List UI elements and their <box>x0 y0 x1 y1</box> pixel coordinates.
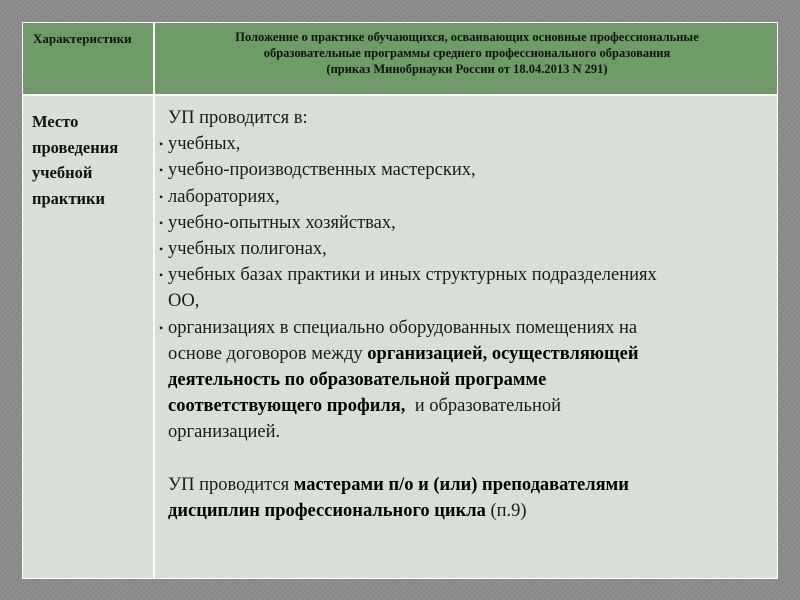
bullet-icon: • <box>159 137 164 152</box>
header-line: (приказ Минобрнауки России от 18.04.2013 N 291) <box>326 62 608 76</box>
header-line: образовательные программы среднего профессионального образования <box>263 46 671 60</box>
row-label-line: Место <box>32 112 79 131</box>
list-item: • учебных полигонах, <box>158 236 770 262</box>
closing-text: УП проводится мастерами п/о и (или) преподавателями дисциплин профессионального цикла (п.9) <box>168 474 629 521</box>
table-header-row <box>23 23 777 96</box>
intro-text: УП проводится в: <box>168 108 308 128</box>
slide <box>22 22 778 579</box>
row-label-line: практики <box>32 188 106 208</box>
header-characteristics: Характеристики <box>33 31 132 46</box>
header-line: Положение о практике обучающихся, осваивающих основные профессиональные <box>235 30 699 44</box>
bullet-icon: • <box>159 189 164 204</box>
header-regulation-title <box>159 29 775 77</box>
list-item: • лабораториях, <box>158 184 770 210</box>
bullet-icon: • <box>159 242 164 257</box>
list-item: • учебно-опытных хозяйствах, <box>158 210 770 236</box>
bullet-icon: • <box>159 163 164 178</box>
row-content <box>158 105 770 524</box>
bullet-icon: • <box>159 215 164 230</box>
row-label-line: проведения <box>32 137 119 157</box>
row-label <box>32 109 150 211</box>
row-label-line: учебной <box>32 163 93 182</box>
list-item: • учебно-производственных мастерских, <box>158 157 770 183</box>
list-item: • учебных базах практики и иных структурных подразделениях ОО, <box>158 262 770 314</box>
list-item: • организациях в специально оборудованных помещениях на основе договоров между организацией, осуществляющей деятельность по образовательной программе соответствующего профиля, и образовательной организацией. <box>158 315 770 446</box>
places-list <box>158 131 770 445</box>
list-item: • учебных, <box>158 131 770 157</box>
bullet-icon: • <box>159 320 164 335</box>
bullet-icon: • <box>159 268 164 283</box>
column-divider <box>153 23 155 578</box>
